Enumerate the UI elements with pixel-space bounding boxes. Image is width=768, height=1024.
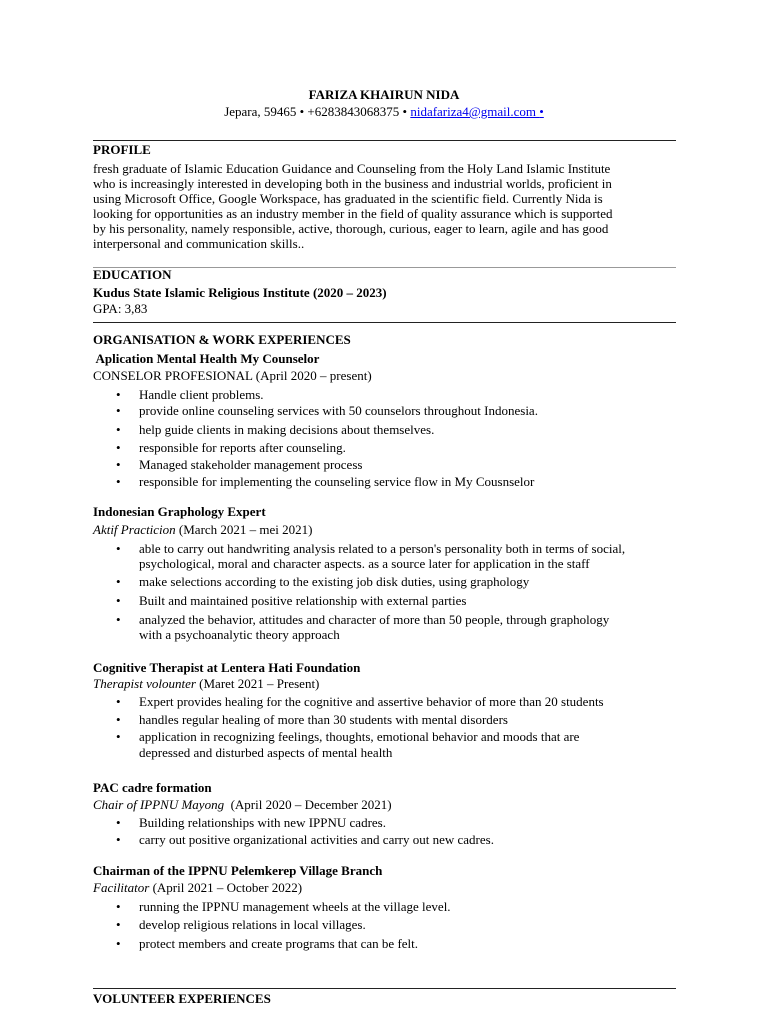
- job-bullet: Built and maintained positive relationship with external parties: [139, 593, 467, 608]
- job-role-line: [93, 676, 319, 691]
- bullet-marker: •: [116, 917, 121, 932]
- bullet-marker: •: [116, 694, 121, 709]
- job-role-line: [93, 522, 313, 537]
- bullet-marker: •: [116, 457, 121, 472]
- job-role-line: [93, 797, 392, 812]
- job-title: PAC cadre formation: [93, 780, 212, 795]
- section-divider: [93, 140, 676, 141]
- job-title: Aplication Mental Health My Counselor: [93, 351, 320, 366]
- bullet-marker: •: [116, 832, 121, 847]
- profile-line: using Microsoft Office, Google Workspace, has graduated in the scientific field. Currently Nida is: [93, 191, 603, 206]
- bullet-marker: •: [116, 936, 121, 951]
- profile-heading: PROFILE: [93, 142, 151, 157]
- bullet-marker: •: [116, 474, 121, 489]
- job-bullet-continuation: psychological, moral and character aspects. as a source later for application in the staff: [139, 556, 590, 571]
- bullet-marker: •: [116, 815, 121, 830]
- job-bullet: able to carry out handwriting analysis related to a person's personality both in terms of social,: [139, 541, 626, 556]
- job-bullet: handles regular healing of more than 30 students with mental disorders: [139, 712, 508, 727]
- contact-address-phone: Jepara, 59465 • +6283843068375 •: [224, 104, 411, 119]
- job-bullet: develop religious relations in local villages.: [139, 917, 366, 932]
- job-role: CONSELOR PROFESIONAL: [93, 368, 253, 383]
- experience-heading: ORGANISATION & WORK EXPERIENCES: [93, 332, 351, 347]
- candidate-name: FARIZA KHAIRUN NIDA: [308, 87, 460, 102]
- profile-line: by his personality, namely responsible, active, thorough, curious, eager to learn, agile and has good: [93, 221, 609, 236]
- bullet-marker: •: [116, 403, 121, 418]
- job-bullet: protect members and create programs that can be felt.: [139, 936, 419, 951]
- volunteer-heading: VOLUNTEER EXPERIENCES: [93, 991, 271, 1006]
- job-bullet: Managed stakeholder management process: [139, 457, 363, 472]
- job-bullet: responsible for reports after counseling.: [139, 440, 346, 455]
- contact-trailing-bullet: •: [539, 104, 544, 119]
- job-period: (April 2020 – December 2021): [224, 797, 392, 812]
- job-role: Therapist volounter: [93, 676, 196, 691]
- job-bullet: Building relationships with new IPPNU cadres.: [139, 815, 386, 830]
- job-bullet-continuation: with a psychoanalytic theory approach: [139, 627, 340, 642]
- job-bullet: carry out positive organizational activities and carry out new cadres.: [139, 832, 494, 847]
- bullet-marker: •: [116, 574, 121, 589]
- profile-line: fresh graduate of Islamic Education Guidance and Counseling from the Holy Land Islamic Institute: [93, 161, 611, 176]
- job-bullet: running the IPPNU management wheels at the village level.: [139, 899, 451, 914]
- section-divider: [93, 988, 676, 989]
- section-divider: [93, 267, 676, 268]
- bullet-marker: •: [116, 729, 121, 744]
- bullet-marker: •: [116, 612, 121, 627]
- job-bullet: help guide clients in making decisions about themselves.: [139, 422, 435, 437]
- job-bullet: provide online counseling services with 50 counselors throughout Indonesia.: [139, 403, 538, 418]
- bullet-marker: •: [116, 899, 121, 914]
- section-divider: [93, 322, 676, 323]
- job-title: Indonesian Graphology Expert: [93, 504, 266, 519]
- bullet-marker: •: [116, 593, 121, 608]
- job-bullet: application in recognizing feelings, thoughts, emotional behavior and moods that are: [139, 729, 580, 744]
- job-title: Chairman of the IPPNU Pelemkerep Village Branch: [93, 863, 383, 878]
- job-title: Cognitive Therapist at Lentera Hati Foundation: [93, 660, 361, 675]
- job-role: Chair of IPPNU Mayong: [93, 797, 225, 812]
- bullet-marker: •: [116, 387, 121, 402]
- job-role-line: [93, 880, 302, 895]
- job-bullet: analyzed the behavior, attitudes and character of more than 50 people, through graphology: [139, 612, 610, 627]
- profile-line: looking for opportunities as an industry member in the field of quality assurance which is supported: [93, 206, 613, 221]
- job-role: Facilitator: [93, 880, 150, 895]
- job-bullet: responsible for implementing the counseling service flow in My Cousnselor: [139, 474, 535, 489]
- job-role-line: [93, 368, 372, 383]
- bullet-marker: •: [116, 712, 121, 727]
- job-bullet-continuation: depressed and disturbed aspects of mental health: [139, 745, 393, 760]
- job-period: (Maret 2021 – Present): [195, 676, 320, 691]
- job-period: (April 2020 – present): [252, 368, 372, 383]
- profile-line: interpersonal and communication skills..: [93, 236, 305, 251]
- job-role: Aktif Practicion: [93, 522, 176, 537]
- bullet-marker: •: [116, 541, 121, 556]
- job-period: (March 2021 – mei 2021): [175, 522, 313, 537]
- email-link[interactable]: nidafariza4@gmail.com: [410, 104, 540, 119]
- education-school: Kudus State Islamic Religious Institute (2020 – 2023): [93, 285, 387, 300]
- job-period: (April 2021 – October 2022): [149, 880, 303, 895]
- bullet-marker: •: [116, 422, 121, 437]
- education-heading: EDUCATION: [93, 267, 172, 282]
- job-bullet: Expert provides healing for the cognitive and assertive behavior of more than 20 students: [139, 694, 604, 709]
- bullet-marker: •: [116, 440, 121, 455]
- job-bullet: make selections according to the existing job disk duties, using graphology: [139, 574, 530, 589]
- profile-line: who is increasingly interested in developing both in the business and industrial worlds, proficient in: [93, 176, 612, 191]
- job-bullet: Handle client problems.: [139, 387, 264, 402]
- contact-line: [0, 104, 768, 119]
- education-gpa: GPA: 3,83: [93, 301, 148, 316]
